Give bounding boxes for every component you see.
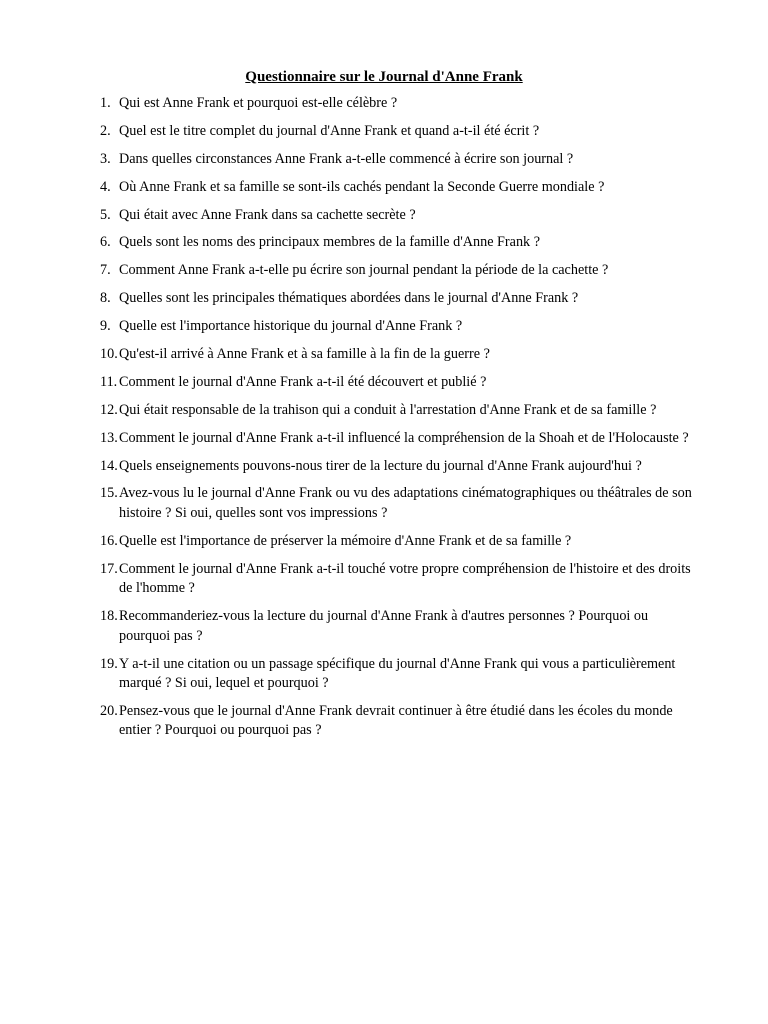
list-item (100, 261, 700, 281)
question-number: 11. (100, 373, 118, 390)
list-item (100, 401, 700, 421)
question-number: 5. (100, 206, 111, 223)
question-number: 4. (100, 178, 111, 195)
question-number: 20. (100, 702, 118, 719)
list-item (100, 289, 700, 309)
list-item (100, 373, 700, 393)
list-item (100, 206, 700, 226)
question-number: 8. (100, 290, 111, 307)
question-text: Qui était avec Anne Frank dans sa cachette secrète ? (119, 206, 416, 223)
question-text: Comment le journal d'Anne Frank a-t-il touché votre propre compréhension de l'histoire et des droits de l'homme ? (119, 560, 691, 597)
question-text: Qui était responsable de la trahison qui a conduit à l'arrestation d'Anne Frank et de sa famille ? (119, 401, 657, 418)
question-text: Qu'est-il arrivé à Anne Frank et à sa famille à la fin de la guerre ? (119, 346, 490, 363)
question-text: Quelles sont les principales thématiques abordées dans le journal d'Anne Frank ? (119, 290, 579, 307)
question-number: 18. (100, 608, 118, 625)
question-text: Quelle est l'importance de préserver la mémoire d'Anne Frank et de sa famille ? (119, 532, 572, 549)
question-number: 15. (100, 485, 118, 502)
list-item (100, 317, 700, 337)
list-item (100, 532, 700, 552)
question-number: 16. (100, 532, 118, 549)
question-number: 19. (100, 655, 118, 672)
question-number: 14. (100, 457, 118, 474)
list-item (100, 122, 700, 142)
list-item (100, 429, 700, 449)
document-title: Questionnaire sur le Journal d'Anne Frank (245, 69, 523, 85)
question-text: Où Anne Frank et sa famille se sont-ils cachés pendant la Seconde Guerre mondiale ? (119, 178, 605, 195)
list-item (100, 94, 700, 114)
question-text: Dans quelles circonstances Anne Frank a-t-elle commencé à écrire son journal ? (119, 150, 574, 167)
list-item (100, 233, 700, 253)
question-number: 17. (100, 560, 118, 577)
question-number: 6. (100, 234, 111, 251)
list-item (100, 150, 700, 170)
question-number: 10. (100, 346, 118, 363)
question-text: Comment Anne Frank a-t-elle pu écrire son journal pendant la période de la cachette ? (119, 262, 609, 279)
question-number: 2. (100, 122, 111, 139)
question-number: 13. (100, 429, 118, 446)
list-item (100, 560, 700, 599)
question-list (100, 94, 700, 749)
question-text: Quels sont les noms des principaux membres de la famille d'Anne Frank ? (119, 234, 540, 251)
question-number: 12. (100, 401, 118, 418)
question-number: 9. (100, 318, 111, 335)
list-item (100, 178, 700, 198)
list-item (100, 702, 700, 741)
list-item (100, 457, 700, 477)
question-text: Quel est le titre complet du journal d'Anne Frank et quand a-t-il été écrit ? (119, 122, 540, 139)
question-text: Y a-t-il une citation ou un passage spécifique du journal d'Anne Frank qui vous a particulièrement marqué ? Si oui, lequel et pourquoi ? (119, 655, 676, 692)
list-item (100, 607, 700, 646)
question-text: Recommanderiez-vous la lecture du journal d'Anne Frank à d'autres personnes ? Pourquoi ou pourquoi pas ? (119, 608, 649, 644)
question-text: Qui est Anne Frank et pourquoi est-elle célèbre ? (119, 95, 398, 111)
list-item (100, 484, 700, 523)
question-text: Quelle est l'importance historique du journal d'Anne Frank ? (119, 318, 463, 335)
question-text: Pensez-vous que le journal d'Anne Frank devrait continuer à être étudié dans les écoles du monde entier ? Pourquoi ou pourquoi pas ? (119, 702, 673, 739)
question-text: Comment le journal d'Anne Frank a-t-il influencé la compréhension de la Shoah et de l'Holocauste ? (119, 429, 689, 446)
question-text: Avez-vous lu le journal d'Anne Frank ou vu des adaptations cinématographiques ou théâtrales de son histoire ? Si oui, quelles sont vos impressions ? (119, 485, 692, 521)
question-text: Comment le journal d'Anne Frank a-t-il été découvert et publié ? (119, 373, 487, 390)
question-number: 3. (100, 150, 111, 167)
question-text: Quels enseignements pouvons-nous tirer de la lecture du journal d'Anne Frank aujourd'hui ? (119, 457, 642, 474)
question-number: 7. (100, 262, 111, 279)
list-item (100, 345, 700, 365)
question-number: 1. (100, 95, 111, 111)
list-item (100, 655, 700, 694)
